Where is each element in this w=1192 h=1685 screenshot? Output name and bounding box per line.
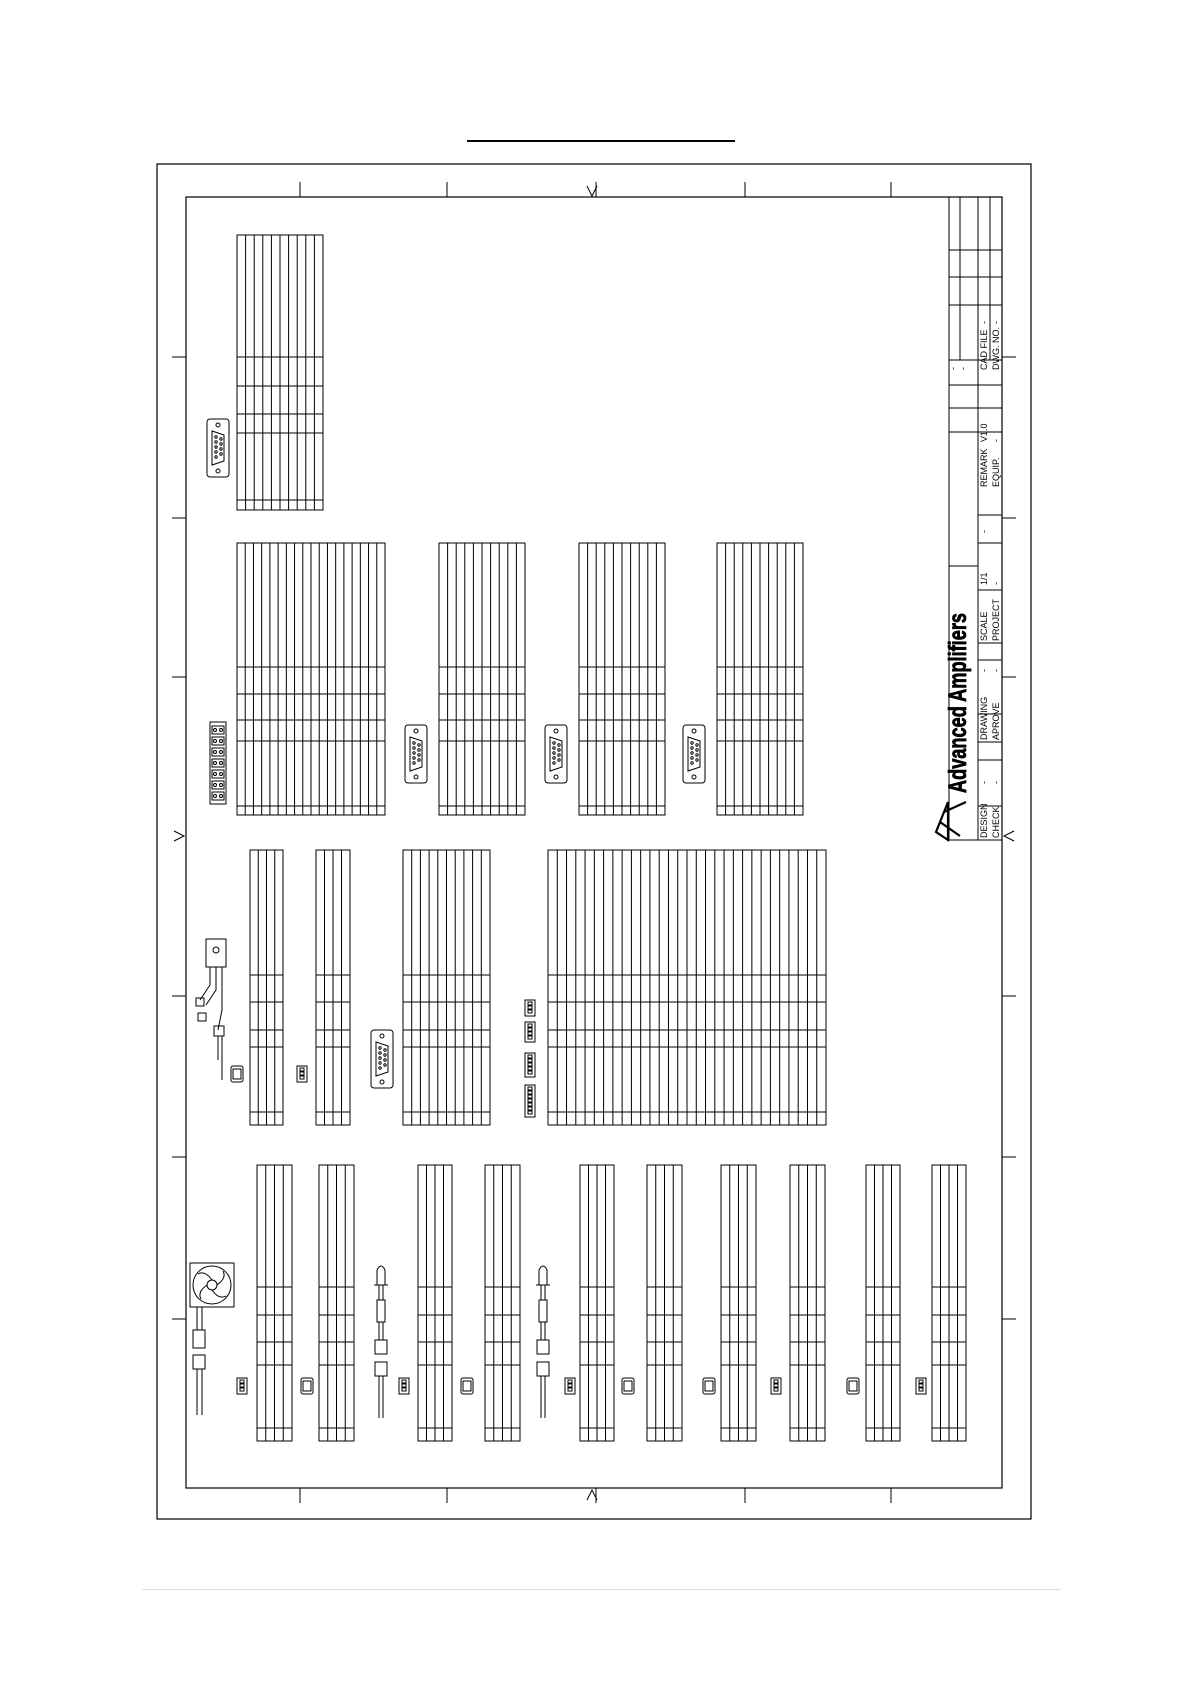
- wire-table: [257, 1165, 292, 1441]
- db9-connector-icon: [207, 419, 229, 477]
- component-icons: [190, 419, 926, 1418]
- connector-plug-icon: [231, 1066, 243, 1082]
- wire-table: [439, 543, 525, 815]
- project-label: PROJECT: [991, 598, 1001, 641]
- fan-icon: [190, 1263, 234, 1415]
- led-icon: [536, 1266, 550, 1418]
- aprove-label: APROVE: [991, 702, 1001, 740]
- design-label: DESIGN: [979, 803, 989, 838]
- pin-header-icon: [525, 1085, 535, 1117]
- wire-table: [403, 850, 490, 1125]
- project-value: -: [991, 582, 1001, 585]
- cad-file-label: CAD FILE: [979, 329, 989, 370]
- wire-table: [485, 1165, 520, 1441]
- wire-table: [579, 543, 665, 815]
- dwg-no-label: DWG. NO.: [991, 327, 1001, 370]
- scale-value: 1/1: [979, 572, 989, 585]
- wire-tables: [237, 235, 966, 1441]
- dwg-no-value: -: [991, 321, 1001, 324]
- wire-table: [721, 1165, 756, 1441]
- brand-logo: [936, 802, 966, 840]
- pin-header-icon: [771, 1378, 781, 1394]
- db9-connector-icon: [371, 1030, 393, 1088]
- equip-label: EQUIP.: [991, 457, 1001, 487]
- wire-table: [418, 1165, 452, 1441]
- centre-marks: [174, 186, 1014, 1500]
- connector-plug-icon: [622, 1378, 634, 1394]
- check-value: -: [991, 781, 1001, 784]
- wire-table: [319, 1165, 354, 1441]
- brand-name: Advanced Amplifiers: [944, 545, 972, 793]
- connector-plug-icon: [847, 1378, 859, 1394]
- db9-connector-icon: [683, 725, 705, 783]
- equip-value: -: [991, 439, 1001, 442]
- design-value: -: [979, 781, 989, 784]
- pin-header-icon: [399, 1378, 409, 1394]
- sheet-mark: -: [979, 530, 989, 533]
- inner-frame: [186, 197, 1002, 1488]
- connector-plug-icon: [703, 1378, 715, 1394]
- centre-mark-left: [174, 831, 184, 841]
- footer-rule: [142, 1589, 1061, 1590]
- remark-value: V1.0: [979, 423, 989, 442]
- terminal-block-icon: [210, 722, 226, 804]
- aprove-value: -: [991, 669, 1001, 672]
- wire-table: [717, 543, 803, 815]
- led-icon: [374, 1266, 388, 1418]
- wire-table: [237, 543, 385, 815]
- regulator-icon: [196, 939, 226, 1080]
- pin-header-icon: [916, 1378, 926, 1394]
- scale-label: SCALE: [979, 611, 989, 641]
- remark-label: REMARK: [979, 448, 989, 487]
- wire-table: [790, 1165, 825, 1441]
- zone-ticks: [172, 182, 1016, 1503]
- wire-table: [580, 1165, 614, 1441]
- wire-table: [250, 850, 283, 1125]
- pin-header-icon: [525, 1053, 535, 1077]
- pin-header-icon: [237, 1378, 247, 1394]
- rev-mark-1: -: [948, 367, 958, 370]
- wire-table: [866, 1165, 900, 1441]
- check-label: CHECK: [991, 806, 1001, 838]
- wire-table: [237, 235, 323, 510]
- pin-header-icon: [297, 1066, 307, 1082]
- connector-plug-icon: [301, 1378, 313, 1394]
- connector-plug-icon: [461, 1378, 473, 1394]
- db9-connector-icon: [405, 725, 427, 783]
- centre-mark-right: [1004, 831, 1014, 841]
- rev-mark-2: -: [958, 367, 968, 370]
- wire-table: [932, 1165, 966, 1441]
- wire-table: [548, 850, 826, 1125]
- drawing-value: -: [979, 669, 989, 672]
- pin-header-icon: [525, 1022, 535, 1042]
- db9-connector-icon: [545, 725, 567, 783]
- cad-file-value: -: [979, 321, 989, 324]
- drawing-label: DRAWING: [979, 696, 989, 740]
- pin-header-icon: [525, 1000, 535, 1016]
- wire-table: [316, 850, 350, 1125]
- wire-table: [647, 1165, 682, 1441]
- pin-header-icon: [565, 1378, 575, 1394]
